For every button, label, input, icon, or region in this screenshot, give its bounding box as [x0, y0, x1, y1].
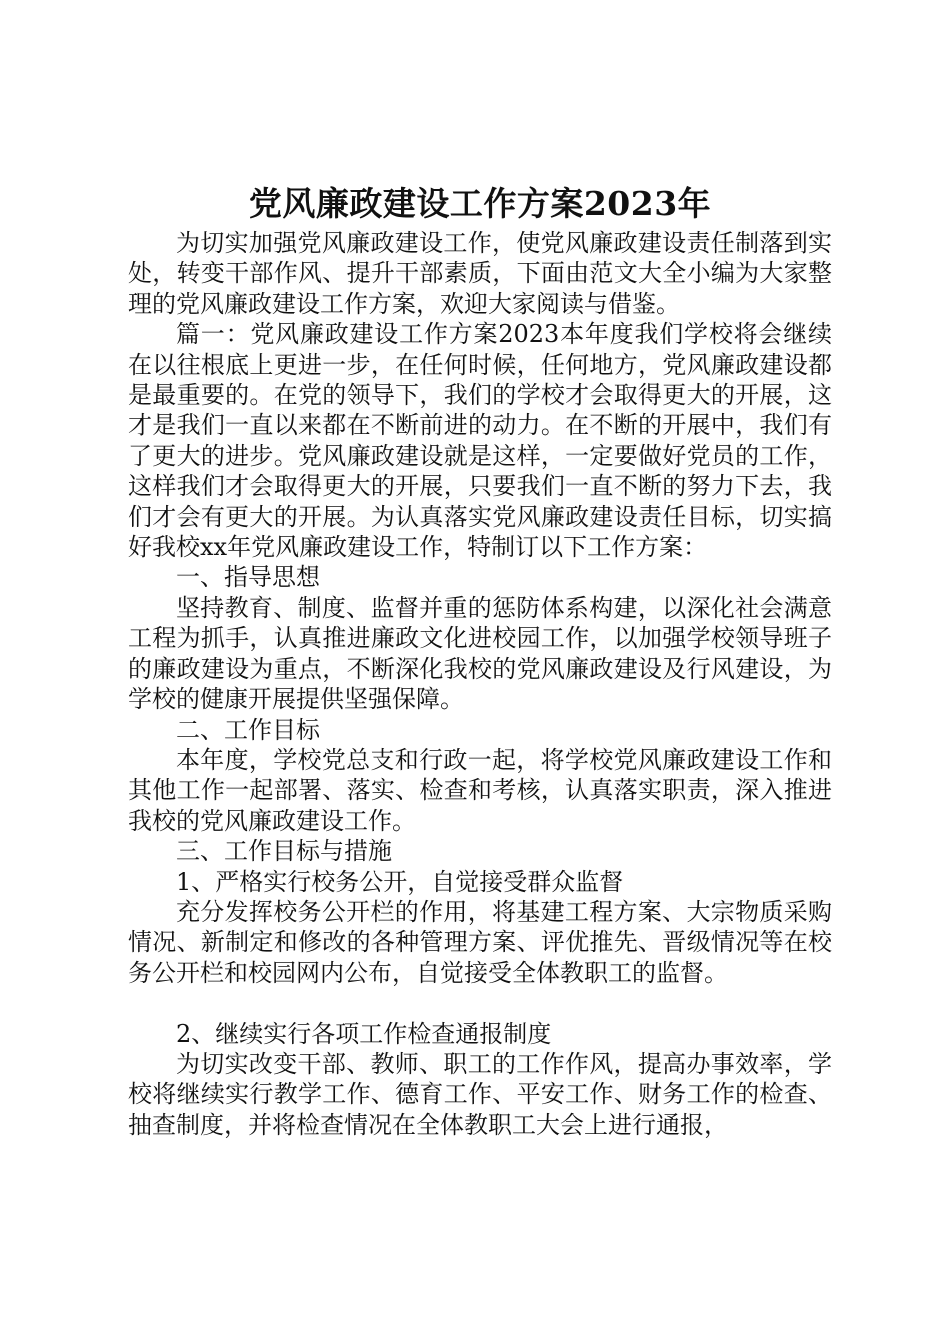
subsection-heading-1: 1、严格实行校务公开，自觉接受群众监督	[176, 867, 624, 896]
blank-line	[128, 988, 832, 1018]
document-page	[128, 182, 832, 1140]
section-heading-guiding-thought: 一、指导思想	[176, 563, 320, 592]
chapter-one-paragraph: 篇一：党风廉政建设工作方案2023本年度我们学校将会继续在以往根底上更进一步，在任何时候，任何地方，党风廉政建设都是最重要的。在党的领导下，我们的学校才会取得更大的开展，这才是我们一直以来都在不断前进的动力。在不断的开展中，我们有了更大的进步。党风廉政建设就是这样，一定要做好党员的工作，这样我们才会取得更大的开展，只要我们一直不断的努力下去，我们才会有更大的开展。为认真落实党风廉政建设责任目标，切实搞好我校xx年党风廉政建设工作，特制订以下工作方案：	[128, 320, 832, 562]
section-heading-goals-and-measures: 三、工作目标与措施	[176, 837, 392, 866]
guiding-thought-paragraph: 坚持教育、制度、监督并重的惩防体系构建，以深化社会满意工程为抓手，认真推进廉政文化进校园工作，以加强学校领导班子的廉政建设为重点，不断深化我校的党风廉政建设及行风建设，为学校的健康开展提供坚强保障。	[128, 593, 832, 714]
intro-paragraph: 为切实加强党风廉政建设工作，使党风廉政建设责任制落到实处，转变干部作风、提升干部素质，下面由范文大全小编为大家整理的党风廉政建设工作方案，欢迎大家阅读与借鉴。	[128, 229, 832, 318]
document-title: 党风廉政建设工作方案2023年	[248, 184, 712, 223]
section-heading-work-goals: 二、工作目标	[176, 715, 320, 744]
subsection-2-paragraph: 为切实改变干部、教师、职工的工作作风，提高办事效率，学校将继续实行教学工作、德育工作、平安工作、财务工作的检查、抽查制度，并将检查情况在全体教职工大会上进行通报，	[128, 1049, 832, 1139]
work-goals-paragraph: 本年度，学校党总支和行政一起，将学校党风廉政建设工作和其他工作一起部署、落实、检查和考核，认真落实职责，深入推进我校的党风廉政建设工作。	[128, 745, 832, 835]
subsection-heading-2: 2、继续实行各项工作检查通报制度	[176, 1019, 552, 1048]
subsection-1-paragraph: 充分发挥校务公开栏的作用，将基建工程方案、大宗物质采购情况、新制定和修改的各种管理方案、评优推先、晋级情况等在校务公开栏和校园网内公布，自觉接受全体教职工的监督。	[128, 897, 832, 987]
